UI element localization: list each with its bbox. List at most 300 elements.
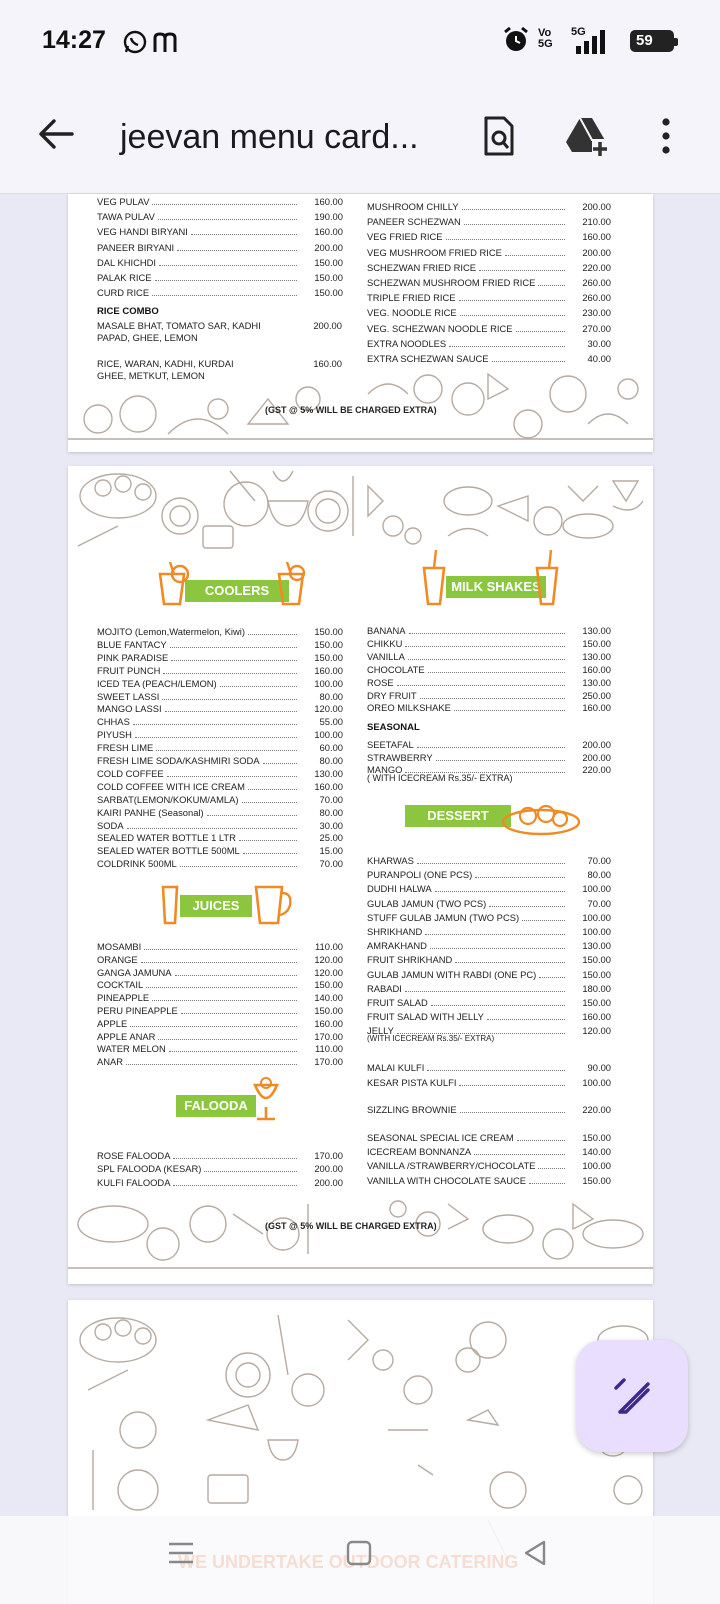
menu-item <box>367 1062 611 1074</box>
item-price: 120.00 <box>582 1025 611 1037</box>
dot-leader <box>207 815 297 816</box>
menu-item <box>367 1160 611 1172</box>
item-name: FRUIT SHRIKHAND <box>367 954 453 966</box>
dot-leader <box>431 1005 565 1006</box>
item-name: ICECREAM BONNANZA <box>367 1146 472 1158</box>
item-price: 200.00 <box>582 739 611 750</box>
dot-leader <box>248 634 297 635</box>
dot-leader <box>529 1183 565 1184</box>
item-name: GANGA JAMUNA <box>97 966 172 978</box>
item-name: RABADI <box>367 982 402 994</box>
dot-leader <box>538 285 565 286</box>
item-price: 150.00 <box>314 626 343 637</box>
dot-leader <box>459 1085 565 1086</box>
item-price: 160.00 <box>314 226 343 238</box>
item-name: STUFF GULAB JAMUN (TWO PCS) <box>367 911 520 923</box>
dot-leader <box>464 224 565 225</box>
item-price: 150.00 <box>314 272 343 283</box>
dot-leader <box>417 747 565 748</box>
dot-leader <box>204 1171 297 1172</box>
item-price: 160.00 <box>313 358 342 369</box>
dot-leader <box>239 840 297 841</box>
document-title: jeevan menu card... <box>120 118 419 156</box>
menu-item <box>97 992 343 1004</box>
menu-page-1 <box>68 194 653 452</box>
coolers-banner: COOLERS <box>185 580 289 602</box>
nav-menu-icon[interactable] <box>166 1538 196 1568</box>
dot-leader <box>180 866 297 867</box>
menu-item <box>97 652 343 664</box>
item-price: 150.00 <box>582 954 611 966</box>
volte-label: Vo 5G <box>538 27 553 50</box>
menu-item <box>97 626 343 638</box>
item-price: 150.00 <box>314 1005 343 1016</box>
menu-item <box>367 277 611 289</box>
item-price: 30.00 <box>587 337 611 349</box>
item-name: MOJITO (Lemon,Watermelon, Kiwi) <box>97 626 245 637</box>
dot-leader <box>428 672 565 673</box>
dot-leader <box>522 920 565 921</box>
menu-item <box>97 807 343 819</box>
item-price: 150.00 <box>314 651 343 663</box>
dot-leader <box>420 698 565 699</box>
item-name: FRUIT SALAD WITH JELLY <box>367 1011 484 1023</box>
menu-item <box>367 752 611 764</box>
app-bar <box>0 82 720 194</box>
dot-leader <box>538 1168 565 1169</box>
dot-leader <box>156 750 297 751</box>
dot-leader <box>405 646 565 647</box>
menu-item <box>97 832 343 844</box>
item-name: PINEAPPLE <box>97 992 150 1004</box>
item-name: RICE, WARAN, KADHI, KURDAI <box>97 358 234 369</box>
rice-combo-heading: RICE COMBO <box>97 306 159 317</box>
menu-item <box>367 983 611 995</box>
dot-leader <box>248 789 297 790</box>
falooda-glass-icon <box>251 1077 281 1123</box>
juices-banner: JUICES <box>180 895 252 917</box>
item-name: MASALE BHAT, TOMATO SAR, KADHI <box>97 320 261 331</box>
dot-leader <box>135 737 297 738</box>
menu-item <box>97 257 343 269</box>
item-name: SEASONAL SPECIAL ICE CREAM <box>367 1132 514 1143</box>
item-name: COCKTAIL <box>97 979 144 991</box>
item-price: 55.00 <box>319 716 343 728</box>
dot-leader <box>177 250 297 251</box>
item-price: 130.00 <box>314 767 343 779</box>
dot-leader <box>127 828 297 829</box>
shake-glass-icon <box>420 550 448 606</box>
food-doodle-header <box>68 466 653 566</box>
item-name: KAIRI PANHE (Seasonal) <box>97 806 204 818</box>
item-price: 150.00 <box>314 287 343 299</box>
item-price: 200.00 <box>313 320 342 331</box>
item-name: VEG HANDI BIRYANI <box>97 226 188 238</box>
item-name: OREO MILKSHAKE <box>367 702 451 714</box>
item-name: SCHEZWAN FRIED RICE <box>367 261 477 273</box>
dessert-note: (WITH ICECREAM Rs.35/- EXTRA) <box>367 1034 495 1043</box>
dot-leader <box>152 295 297 296</box>
menu-item <box>367 216 611 228</box>
menu-item <box>367 912 611 924</box>
item-name: SCHEZWAN MUSHROOM FRIED RICE <box>367 277 536 288</box>
item-name: SPL FALOODA (KESAR) <box>97 1163 202 1175</box>
juice-glass-icon <box>161 885 179 925</box>
menu-item <box>97 742 343 754</box>
dot-leader <box>489 906 565 907</box>
food-doodle-footer <box>68 1194 653 1284</box>
drive-add-icon[interactable] <box>562 112 610 160</box>
item-name: DUDHI HALWA <box>367 883 432 895</box>
menu-item <box>97 794 343 806</box>
item-price: 260.00 <box>582 277 611 288</box>
dot-leader <box>455 962 565 963</box>
dot-leader <box>155 280 297 281</box>
dessert-plate-icon <box>500 800 582 836</box>
item-price: 200.00 <box>314 241 343 253</box>
dot-leader <box>263 763 297 764</box>
menu-item <box>367 664 611 676</box>
menu-item <box>367 690 611 702</box>
milkshakes-banner: MILK SHAKES <box>446 576 546 598</box>
item-name: MANGO LASSI <box>97 703 162 715</box>
dot-leader <box>427 1070 565 1071</box>
combo-item <box>97 320 343 346</box>
menu-item <box>97 967 343 979</box>
item-name: ROSE FALOODA <box>97 1150 171 1161</box>
item-price: 150.00 <box>582 637 611 649</box>
menu-item <box>97 287 343 299</box>
menu-item <box>367 883 611 895</box>
item-name: VANILLA <box>367 650 405 662</box>
item-price: 130.00 <box>582 625 611 636</box>
item-price: 160.00 <box>582 663 611 675</box>
gst-note: (GST @ 5% WILL BE CHARGED EXTRA) <box>265 405 437 415</box>
menu-item <box>97 845 343 857</box>
item-price: 80.00 <box>319 806 343 818</box>
item-price: 180.00 <box>582 982 611 994</box>
item-price: 190.00 <box>314 211 343 223</box>
menu-item <box>97 1043 343 1055</box>
item-name: GULAB JAMUN (TWO PCS) <box>367 897 487 909</box>
item-price: 200.00 <box>314 1176 343 1188</box>
item-name: SEALED WATER BOTTLE 500ML <box>97 845 240 857</box>
menu-item <box>97 954 343 966</box>
item-price: 30.00 <box>319 819 343 831</box>
menu-item <box>97 1150 343 1162</box>
item-price: 70.00 <box>587 897 611 909</box>
dot-leader <box>474 1154 565 1155</box>
dot-leader <box>162 699 297 700</box>
item-name-line2: GHEE, METKUT, LEMON <box>97 370 205 381</box>
item-price: 160.00 <box>314 664 343 676</box>
menu-item <box>97 1005 343 1017</box>
dot-leader <box>130 1026 297 1027</box>
item-price: 15.00 <box>319 845 343 857</box>
menu-item <box>367 969 611 981</box>
faded-catering-text: WE UNDERTAKE OUTDOOR CATERING <box>178 1552 519 1572</box>
dot-leader <box>158 1039 297 1040</box>
item-price: 150.00 <box>314 979 343 991</box>
nav-back-icon[interactable] <box>520 1538 550 1568</box>
dot-leader <box>220 686 297 687</box>
jug-icon <box>250 881 294 925</box>
menu-item <box>367 638 611 650</box>
dot-leader <box>141 962 297 963</box>
item-name: SIZZLING BROWNIE <box>367 1104 457 1115</box>
whatsapp-icon <box>122 29 148 55</box>
menu-item <box>367 651 611 663</box>
dot-leader <box>517 1140 565 1141</box>
dot-leader <box>462 209 565 210</box>
menu-item <box>367 231 611 243</box>
item-price: 160.00 <box>314 780 343 792</box>
item-price: 150.00 <box>582 997 611 1008</box>
menu-item <box>367 323 611 335</box>
dot-leader <box>460 315 565 316</box>
item-price: 100.00 <box>314 677 343 689</box>
item-price: 110.00 <box>315 941 343 952</box>
menu-item <box>367 702 611 714</box>
menu-item <box>97 1056 343 1068</box>
item-price: 170.00 <box>314 1150 343 1161</box>
menu-item <box>367 855 611 867</box>
menu-item <box>367 247 611 259</box>
item-name: SODA <box>97 819 124 831</box>
item-name: ANAR <box>97 1056 124 1068</box>
dot-leader <box>165 711 297 712</box>
dot-leader <box>169 1051 297 1052</box>
dot-leader <box>397 685 565 686</box>
item-name: AMRAKHAND <box>367 940 427 952</box>
item-price: 200.00 <box>582 751 611 763</box>
item-price: 140.00 <box>314 992 343 1004</box>
dot-leader <box>479 270 565 271</box>
item-price: 130.00 <box>582 940 611 952</box>
menu-item <box>367 1104 611 1116</box>
nav-home-icon[interactable] <box>344 1538 374 1568</box>
clock: 14:27 <box>42 26 106 54</box>
m-app-icon <box>152 30 178 54</box>
menu-item <box>367 1011 611 1023</box>
item-name: PANEER BIRYANI <box>97 241 175 253</box>
dot-leader <box>430 948 565 949</box>
item-name: DAL KHICHDI <box>97 256 157 268</box>
dot-leader <box>171 660 297 661</box>
item-price: 100.00 <box>582 1076 611 1088</box>
item-name: PERU PINEAPPLE <box>97 1005 178 1016</box>
item-price: 170.00 <box>314 1030 343 1042</box>
item-name: VANILLA WITH CHOCOLATE SAUCE <box>367 1174 527 1186</box>
item-name: SEALED WATER BOTTLE 1 LTR <box>97 832 236 844</box>
item-name: MANGO <box>367 764 403 776</box>
menu-item <box>97 703 343 715</box>
item-name: TRIPLE FRIED RICE <box>367 292 456 304</box>
item-price: 160.00 <box>314 196 343 207</box>
dot-leader <box>459 300 565 301</box>
dot-leader <box>487 1019 565 1020</box>
menu-page-2 <box>68 466 653 1284</box>
menu-item <box>97 1177 343 1189</box>
item-price: 70.00 <box>319 793 343 805</box>
signal-icon <box>574 30 610 54</box>
item-price: 60.00 <box>319 742 343 754</box>
item-name: SARBAT(LEMON/KOKUM/AMLA) <box>97 793 239 805</box>
dot-leader <box>435 891 565 892</box>
doc-search-icon[interactable] <box>474 112 522 160</box>
item-price: 150.00 <box>582 1174 611 1186</box>
item-name: COLD COFFEE WITH ICE CREAM <box>97 780 245 792</box>
menu-item <box>97 1163 343 1175</box>
item-price: 120.00 <box>314 953 343 965</box>
dot-leader <box>417 863 565 864</box>
item-name: PIYUSH <box>97 729 132 741</box>
network-label: 5G <box>571 26 586 38</box>
item-price: 220.00 <box>582 764 611 776</box>
dot-leader <box>126 1064 297 1065</box>
item-price: 80.00 <box>319 690 343 702</box>
menu-item <box>97 226 343 238</box>
item-name: PALAK RICE <box>97 272 152 283</box>
dot-leader <box>539 977 565 978</box>
menu-item <box>367 338 611 350</box>
item-price: 150.00 <box>582 968 611 980</box>
dot-leader <box>181 1013 297 1014</box>
dot-leader <box>175 975 297 976</box>
dot-leader <box>449 346 565 347</box>
menu-item <box>367 201 611 213</box>
item-price: 100.00 <box>314 729 343 741</box>
item-price: 220.00 <box>582 261 611 273</box>
dot-leader <box>152 204 297 205</box>
item-price: 160.00 <box>582 1011 611 1023</box>
dot-leader <box>191 234 297 235</box>
item-price: 130.00 <box>582 650 611 662</box>
item-name: PURANPOLI (ONE PCS) <box>367 869 473 881</box>
item-price: 200.00 <box>582 246 611 258</box>
item-name: FRESH LIME SODA/KASHMIRI SODA <box>97 755 260 766</box>
seasonal-heading: SEASONAL <box>367 722 420 733</box>
item-price: 150.00 <box>314 256 343 268</box>
item-name: SWEET LASSI <box>97 690 160 702</box>
item-price: 80.00 <box>587 869 611 881</box>
item-price: 80.00 <box>319 755 343 766</box>
item-name: VEG. NOODLE RICE <box>367 307 457 319</box>
gst-note: (GST @ 5% WILL BE CHARGED EXTRA) <box>265 1221 437 1231</box>
menu-item <box>367 307 611 319</box>
item-price: 100.00 <box>582 911 611 923</box>
dot-leader <box>173 1185 297 1186</box>
item-name: COLD COFFEE <box>97 767 164 779</box>
item-name: FRUIT SALAD <box>367 997 428 1008</box>
menu-item <box>97 716 343 728</box>
item-price: 40.00 <box>587 353 611 364</box>
item-name: FRUIT PUNCH <box>97 664 161 676</box>
menu-item <box>367 954 611 966</box>
falooda-banner: FALOODA <box>176 1095 256 1117</box>
item-name: VEG MUSHROOM FRIED RICE <box>367 246 502 258</box>
dot-leader <box>505 255 565 256</box>
menu-item <box>367 677 611 689</box>
item-price: 25.00 <box>319 832 343 844</box>
menu-item <box>97 678 343 690</box>
item-name: APPLE <box>97 1017 128 1029</box>
drink-glass-icon <box>273 562 309 606</box>
item-price: 170.00 <box>314 1056 343 1068</box>
item-name: VANILLA /STRAWBERRY/CHOCOLATE <box>367 1160 536 1172</box>
item-name: MOSAMBI <box>97 941 142 952</box>
item-name: VEG. SCHEZWAN NOODLE RICE <box>367 322 513 334</box>
item-name: CHHAS <box>97 716 130 728</box>
dot-leader <box>460 1112 565 1113</box>
item-name: CURD RICE <box>97 287 150 299</box>
menu-item <box>97 639 343 651</box>
dot-leader <box>163 673 297 674</box>
item-name: KULFI FALOODA <box>97 1176 171 1188</box>
menu-item <box>367 898 611 910</box>
item-name: MALAI KULFI <box>367 1062 425 1073</box>
item-price: 250.00 <box>582 689 611 701</box>
item-price: 160.00 <box>314 1017 343 1029</box>
back-arrow-icon[interactable] <box>34 112 78 156</box>
item-price: 140.00 <box>582 1146 611 1158</box>
dot-leader <box>243 853 297 854</box>
item-name: SEETAFAL <box>367 739 414 750</box>
dot-leader <box>152 1000 297 1001</box>
more-vert-icon[interactable] <box>656 112 676 160</box>
shake-glass-icon <box>533 550 561 606</box>
menu-item <box>97 781 343 793</box>
dot-leader <box>159 265 297 266</box>
item-price: 210.00 <box>582 216 611 228</box>
status-bar <box>0 0 720 82</box>
item-name: EXTRA SCHEZWAN SAUCE <box>367 353 489 364</box>
system-nav-bar <box>0 1516 720 1604</box>
menu-item <box>367 262 611 274</box>
item-price: 220.00 <box>582 1104 611 1115</box>
item-price: 110.00 <box>315 1043 343 1055</box>
menu-item <box>97 941 343 953</box>
item-name: VEG FRIED RICE <box>367 231 443 243</box>
alarm-icon <box>502 26 530 54</box>
dot-leader <box>516 331 565 332</box>
item-name: TAWA PULAV <box>97 211 155 223</box>
edit-fab-button[interactable] <box>576 1340 688 1452</box>
item-price: 120.00 <box>314 703 343 715</box>
item-price: 90.00 <box>587 1062 611 1073</box>
item-name: VEG PULAV <box>97 196 150 207</box>
dot-leader <box>408 659 565 660</box>
menu-item <box>367 292 611 304</box>
item-price: 260.00 <box>582 292 611 304</box>
item-name: KHARWAS <box>367 855 414 866</box>
dot-leader <box>425 934 565 935</box>
seasonal-note: ( WITH ICECREAM Rs.35/- EXTRA) <box>367 773 513 783</box>
dot-leader <box>133 724 297 725</box>
dot-leader <box>158 219 297 220</box>
menu-item <box>97 196 343 208</box>
menu-item <box>97 272 343 284</box>
item-name: STRAWBERRY <box>367 751 433 763</box>
item-name: JELLY <box>367 1025 394 1037</box>
menu-item <box>97 755 343 767</box>
item-name: CHOCOLATE <box>367 663 425 675</box>
dot-leader <box>454 710 565 711</box>
dot-leader <box>436 760 565 761</box>
menu-item <box>367 1077 611 1089</box>
menu-item <box>97 1031 343 1043</box>
item-name: BLUE FANTACY <box>97 638 167 650</box>
